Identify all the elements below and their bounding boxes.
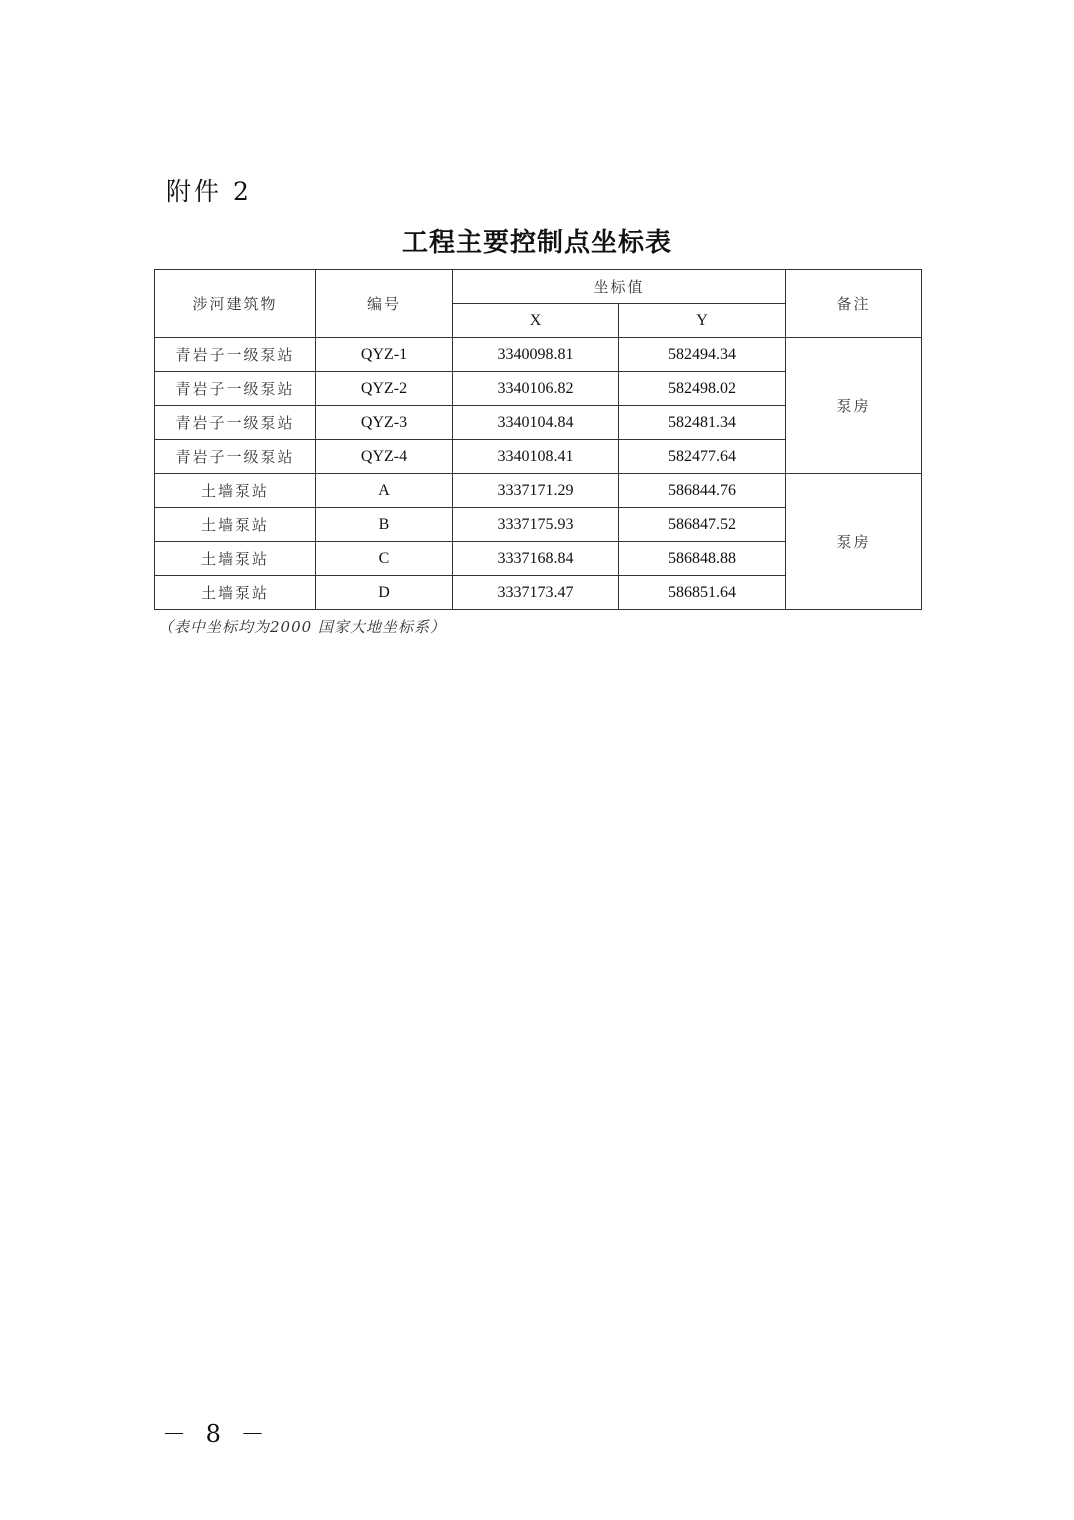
cell-x: 3337168.84 [453, 542, 619, 576]
header-building: 涉河建筑物 [155, 270, 316, 338]
cell-building: 土墙泵站 [155, 576, 316, 610]
page-number: － 8 － [162, 1420, 271, 1448]
cell-code: QYZ-1 [316, 338, 453, 372]
cell-building: 青岩子一级泵站 [155, 372, 316, 406]
cell-building: 土墙泵站 [155, 508, 316, 542]
cell-building: 青岩子一级泵站 [155, 440, 316, 474]
header-x: X [453, 304, 619, 338]
cell-y: 582481.34 [619, 406, 786, 440]
header-coordinate-group: 坐标值 [453, 270, 786, 304]
cell-y: 586848.88 [619, 542, 786, 576]
cell-y: 586847.52 [619, 508, 786, 542]
table-header [155, 270, 922, 338]
cell-y: 582494.34 [619, 338, 786, 372]
cell-code: D [316, 576, 453, 610]
table-row [155, 474, 922, 508]
cell-building: 青岩子一级泵站 [155, 338, 316, 372]
table-row [155, 338, 922, 372]
header-remark: 备注 [786, 270, 922, 338]
cell-x: 3340104.84 [453, 406, 619, 440]
cell-x: 3337173.47 [453, 576, 619, 610]
table-footnote: （表中坐标均为2000 国家大地坐标系） [158, 618, 446, 636]
cell-remark: 泵房 [786, 474, 922, 610]
cell-y: 586844.76 [619, 474, 786, 508]
header-code: 编号 [316, 270, 453, 338]
cell-remark: 泵房 [786, 338, 922, 474]
cell-building: 青岩子一级泵站 [155, 406, 316, 440]
cell-code: A [316, 474, 453, 508]
cell-x: 3340108.41 [453, 440, 619, 474]
cell-x: 3337171.29 [453, 474, 619, 508]
table-body [155, 338, 922, 610]
cell-x: 3340106.82 [453, 372, 619, 406]
cell-building: 土墙泵站 [155, 474, 316, 508]
cell-code: QYZ-4 [316, 440, 453, 474]
cell-building: 土墙泵站 [155, 542, 316, 576]
coordinate-table [154, 269, 922, 610]
cell-code: QYZ-3 [316, 406, 453, 440]
cell-code: B [316, 508, 453, 542]
cell-y: 586851.64 [619, 576, 786, 610]
cell-code: C [316, 542, 453, 576]
cell-x: 3337175.93 [453, 508, 619, 542]
cell-code: QYZ-2 [316, 372, 453, 406]
document-title: 工程主要控制点坐标表 [401, 228, 672, 258]
cell-x: 3340098.81 [453, 338, 619, 372]
attachment-label: 附件 2 [166, 177, 252, 206]
cell-y: 582498.02 [619, 372, 786, 406]
cell-y: 582477.64 [619, 440, 786, 474]
header-y: Y [619, 304, 786, 338]
